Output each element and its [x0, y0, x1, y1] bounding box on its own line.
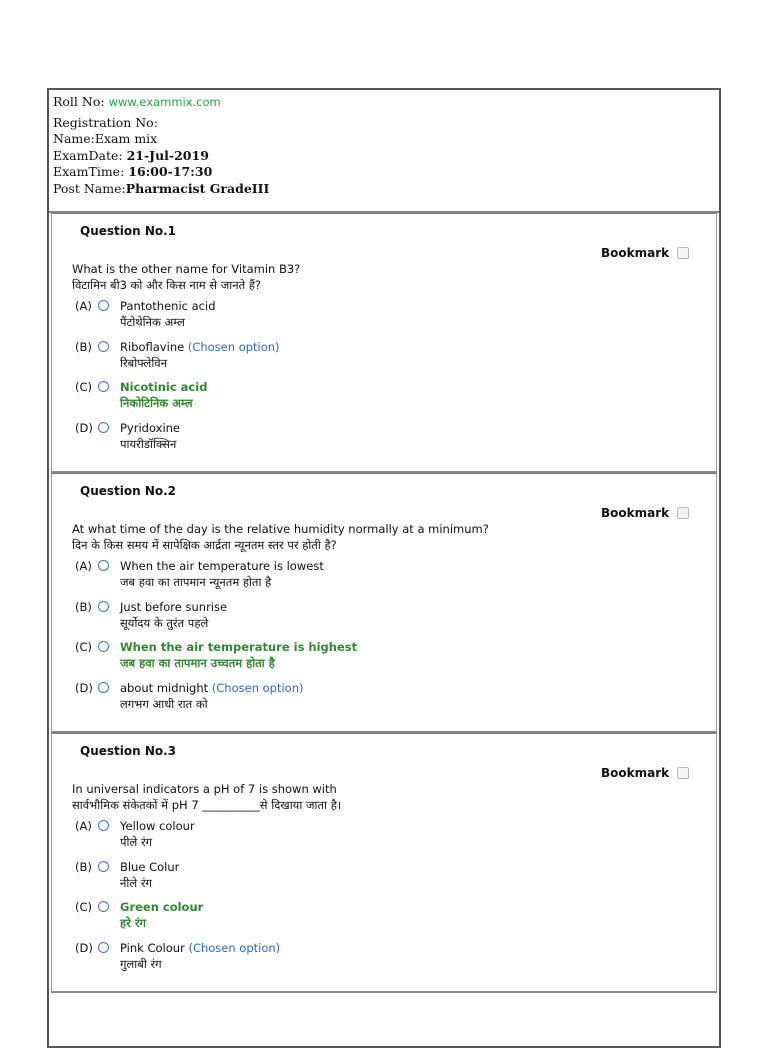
option-text-en: Nicotinic acid — [120, 380, 208, 394]
exam-date-row — [53, 148, 719, 165]
chosen-option-label: (Chosen option) — [187, 339, 280, 354]
option-text-hi: रिबोफ्लेविन — [120, 355, 168, 370]
option-text-en: Pink Colour — [120, 940, 185, 955]
option-text-hi: निकोटिनिक अम्ल — [120, 396, 193, 410]
question-text-hi: दिन के किस समय में सापेक्षिक आर्द्रता न्यूनतम स्तर पर होती है? — [72, 538, 337, 552]
option-text-en: Riboflavine — [120, 339, 185, 354]
exam-time-row — [53, 164, 719, 181]
option-letter: (C) — [75, 900, 93, 914]
exam-date-label: ExamDate: — [53, 147, 123, 163]
option-b[interactable] — [72, 599, 692, 640]
option-text-en: Pyridoxine — [120, 420, 181, 435]
question-text — [72, 521, 489, 553]
option-text-en: Green colour — [120, 900, 204, 914]
name-label: Name: — [53, 131, 95, 146]
question-1 — [51, 213, 717, 473]
radio-button[interactable] — [98, 682, 109, 693]
option-letter: (D) — [75, 680, 93, 695]
exam-time-value: 16:00-17:30 — [128, 164, 213, 179]
option-text-hi: पीले रंग — [120, 835, 153, 849]
radio-button[interactable] — [98, 901, 109, 912]
bookmark-control[interactable] — [601, 246, 689, 260]
option-letter: (A) — [75, 299, 92, 313]
radio-button[interactable] — [98, 641, 109, 652]
roll-label: Roll No: — [53, 94, 105, 109]
roll-value-link[interactable]: www.exammix.com — [108, 95, 221, 109]
option-text-hi: पायरीडॉक्सिन — [120, 436, 177, 451]
option-text-en: When the air temperature is highest — [120, 640, 358, 654]
option-a[interactable] — [72, 818, 692, 859]
options-list — [72, 558, 692, 720]
bookmark-control[interactable] — [601, 766, 689, 780]
radio-button[interactable] — [98, 422, 109, 433]
radio-button[interactable] — [98, 560, 109, 571]
question-3 — [51, 733, 717, 993]
post-name-value: Pharmacist GradeIII — [125, 180, 270, 196]
question-title: Question No.3 — [80, 744, 177, 758]
option-c[interactable] — [72, 379, 692, 420]
option-c[interactable] — [72, 899, 692, 940]
question-text-hi: विटामिन बी3 को और किस नाम से जानते हैं? — [72, 278, 262, 292]
chosen-option-label: (Chosen option) — [188, 940, 281, 955]
option-text-hi: सूर्योदय के तुरंत पहले — [120, 615, 209, 630]
option-letter: (D) — [75, 940, 93, 955]
option-letter: (B) — [75, 859, 92, 874]
bookmark-label: Bookmark — [601, 766, 670, 780]
question-text-hi: सार्वभौमिक संकेतकों में pH 7 __________से दिखाया जाता है। — [72, 798, 342, 812]
bookmark-checkbox[interactable] — [677, 767, 689, 779]
option-text-hi: नीले रंग — [120, 875, 152, 890]
option-b[interactable] — [72, 859, 692, 900]
option-text-en: Yellow colour — [120, 819, 195, 833]
exam-time-label: ExamTime: — [53, 164, 125, 179]
option-text-en: about midnight — [120, 680, 209, 695]
option-text-en: Pantothenic acid — [120, 299, 216, 313]
bookmark-label: Bookmark — [601, 246, 670, 260]
option-text-hi: जब हवा का तापमान उच्चतम होता है — [120, 656, 275, 670]
option-letter: (A) — [75, 819, 92, 833]
option-text-en: Blue Colur — [120, 859, 180, 874]
option-a[interactable] — [72, 558, 692, 599]
radio-button[interactable] — [98, 601, 109, 612]
option-d[interactable] — [72, 680, 692, 721]
question-title: Question No.2 — [80, 484, 177, 498]
registration-row — [53, 115, 719, 132]
radio-button[interactable] — [98, 381, 109, 392]
bookmark-control[interactable] — [601, 506, 689, 520]
candidate-info — [49, 90, 719, 213]
question-title: Question No.1 — [80, 224, 177, 238]
option-letter: (D) — [75, 420, 93, 435]
option-letter: (A) — [75, 559, 92, 573]
option-text-hi: पैंटोथेनिक अम्ल — [120, 315, 185, 329]
radio-button[interactable] — [98, 341, 109, 352]
question-2 — [51, 473, 717, 733]
option-text-hi: लगभग आधी रात को — [120, 696, 208, 711]
question-text — [72, 261, 300, 293]
option-text-hi: हरे रंग — [120, 916, 146, 930]
option-d[interactable] — [72, 420, 692, 461]
roll-row — [53, 94, 719, 111]
option-text-hi: जब हवा का तापमान न्यूनतम होता है — [120, 575, 272, 589]
option-b[interactable] — [72, 339, 692, 380]
option-letter: (B) — [75, 599, 92, 614]
option-d[interactable] — [72, 940, 692, 981]
radio-button[interactable] — [98, 942, 109, 953]
options-list — [72, 298, 692, 460]
exam-date-value: 21-Jul-2019 — [126, 147, 209, 163]
option-letter: (C) — [75, 380, 93, 394]
question-text-en: In universal indicators a pH of 7 is shown with — [72, 782, 337, 796]
post-name-row — [53, 181, 719, 198]
radio-button[interactable] — [98, 820, 109, 831]
option-text-en: Just before sunrise — [120, 599, 228, 614]
answer-sheet — [47, 88, 721, 1048]
option-text-hi: गुलाबी रंग — [120, 956, 162, 971]
chosen-option-label: (Chosen option) — [211, 680, 304, 695]
option-text-en: When the air temperature is lowest — [120, 559, 324, 573]
options-list — [72, 818, 692, 980]
question-text — [72, 781, 341, 813]
registration-label: Registration No: — [53, 114, 158, 130]
option-letter: (C) — [75, 640, 93, 654]
bookmark-checkbox[interactable] — [677, 247, 689, 259]
name-value: Exam mix — [94, 131, 158, 146]
question-text-en: What is the other name for Vitamin B3? — [72, 262, 301, 276]
option-letter: (B) — [75, 339, 92, 354]
radio-button[interactable] — [98, 861, 109, 872]
bookmark-label: Bookmark — [601, 506, 670, 520]
name-row — [53, 131, 719, 148]
option-c[interactable] — [72, 639, 692, 680]
radio-button[interactable] — [98, 300, 109, 311]
option-a[interactable] — [72, 298, 692, 339]
question-text-en: At what time of the day is the relative humidity normally at a minimum? — [72, 522, 489, 536]
bookmark-checkbox[interactable] — [677, 507, 689, 519]
post-name-label: Post Name: — [53, 180, 126, 196]
